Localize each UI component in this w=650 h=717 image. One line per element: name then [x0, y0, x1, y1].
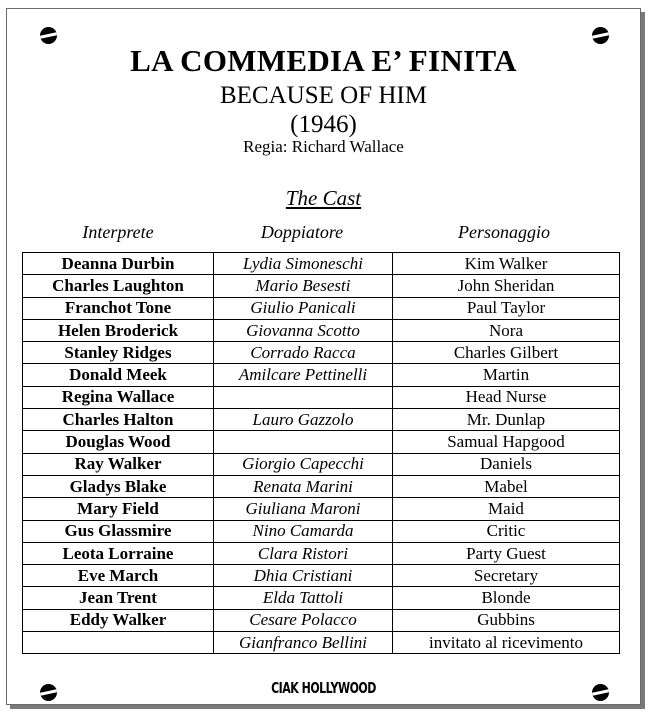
- dubber-cell: Cesare Polacco: [214, 609, 393, 631]
- original-title: BECAUSE OF HIM: [220, 82, 427, 109]
- table-row: [23, 565, 620, 587]
- character-cell: Head Nurse: [393, 386, 620, 408]
- character-cell: invitato al ricevimento: [393, 632, 620, 654]
- actor-cell: Franchot Tone: [23, 297, 214, 319]
- character-cell: Nora: [393, 319, 620, 341]
- table-row: [23, 498, 620, 520]
- character-cell: Daniels: [393, 453, 620, 475]
- table-row: [23, 319, 620, 341]
- table-row: [23, 453, 620, 475]
- actor-cell: [23, 632, 214, 654]
- cast-table: [22, 252, 620, 654]
- actor-cell: Ray Walker: [23, 453, 214, 475]
- character-cell: Critic: [393, 520, 620, 542]
- actor-cell: Mary Field: [23, 498, 214, 520]
- actor-cell: Jean Trent: [23, 587, 214, 609]
- dubber-cell: [214, 386, 393, 408]
- table-row: [23, 431, 620, 453]
- dubber-cell: Elda Tattoli: [214, 587, 393, 609]
- dubber-cell: Lydia Simoneschi: [214, 253, 393, 275]
- dubber-cell: Lauro Gazzolo: [214, 409, 393, 431]
- table-row: [23, 342, 620, 364]
- cast-heading: The Cast: [285, 186, 362, 210]
- screw-icon: [592, 27, 609, 44]
- director-credit: Regia: Richard Wallace: [243, 137, 404, 156]
- table-row: [23, 520, 620, 542]
- dubber-cell: Giovanna Scotto: [214, 319, 393, 341]
- table-row: [23, 609, 620, 631]
- character-cell: Mr. Dunlap: [393, 409, 620, 431]
- actor-cell: Eve March: [23, 565, 214, 587]
- dubber-cell: [214, 431, 393, 453]
- ciak-hollywood-logo: CIAK HOLLYWOOD: [271, 679, 376, 698]
- actor-cell: Douglas Wood: [23, 431, 214, 453]
- actor-cell: Gladys Blake: [23, 475, 214, 497]
- character-cell: Blonde: [393, 587, 620, 609]
- dubber-cell: Clara Ristori: [214, 542, 393, 564]
- release-year: (1946): [290, 111, 357, 138]
- table-row: [23, 587, 620, 609]
- column-header-dubber: Doppiatore: [260, 222, 344, 242]
- dubber-cell: Dhia Cristiani: [214, 565, 393, 587]
- character-cell: Samual Hapgood: [393, 431, 620, 453]
- dubber-cell: Corrado Racca: [214, 342, 393, 364]
- plaque: [6, 8, 641, 705]
- character-cell: Maid: [393, 498, 620, 520]
- table-row: [23, 364, 620, 386]
- character-cell: Martin: [393, 364, 620, 386]
- dubber-cell: Amilcare Pettinelli: [214, 364, 393, 386]
- table-row: [23, 409, 620, 431]
- screw-icon: [40, 27, 57, 44]
- table-row: [23, 275, 620, 297]
- actor-cell: Regina Wallace: [23, 386, 214, 408]
- actor-cell: Deanna Durbin: [23, 253, 214, 275]
- actor-cell: Leota Lorraine: [23, 542, 214, 564]
- dubber-cell: Giulio Panicali: [214, 297, 393, 319]
- table-row: [23, 297, 620, 319]
- dubber-cell: Giorgio Capecchi: [214, 453, 393, 475]
- character-cell: Mabel: [393, 475, 620, 497]
- character-cell: Party Guest: [393, 542, 620, 564]
- character-cell: Gubbins: [393, 609, 620, 631]
- column-header-actor: Interprete: [82, 222, 154, 242]
- actor-cell: Gus Glassmire: [23, 520, 214, 542]
- actor-cell: Eddy Walker: [23, 609, 214, 631]
- dubber-cell: Mario Besesti: [214, 275, 393, 297]
- character-cell: John Sheridan: [393, 275, 620, 297]
- character-cell: Secretary: [393, 565, 620, 587]
- actor-cell: Charles Halton: [23, 409, 214, 431]
- character-cell: Kim Walker: [393, 253, 620, 275]
- dubber-cell: Giuliana Maroni: [214, 498, 393, 520]
- film-title: LA COMMEDIA E’ FINITA: [130, 43, 517, 78]
- table-row: [23, 632, 620, 654]
- actor-cell: Helen Broderick: [23, 319, 214, 341]
- character-cell: Paul Taylor: [393, 297, 620, 319]
- table-row: [23, 542, 620, 564]
- table-row: [23, 475, 620, 497]
- dubber-cell: Gianfranco Bellini: [214, 632, 393, 654]
- dubber-cell: Renata Marini: [214, 475, 393, 497]
- column-header-character: Personaggio: [458, 222, 550, 242]
- table-row: [23, 386, 620, 408]
- dubber-cell: Nino Camarda: [214, 520, 393, 542]
- actor-cell: Charles Laughton: [23, 275, 214, 297]
- actor-cell: Stanley Ridges: [23, 342, 214, 364]
- actor-cell: Donald Meek: [23, 364, 214, 386]
- character-cell: Charles Gilbert: [393, 342, 620, 364]
- table-row: [23, 253, 620, 275]
